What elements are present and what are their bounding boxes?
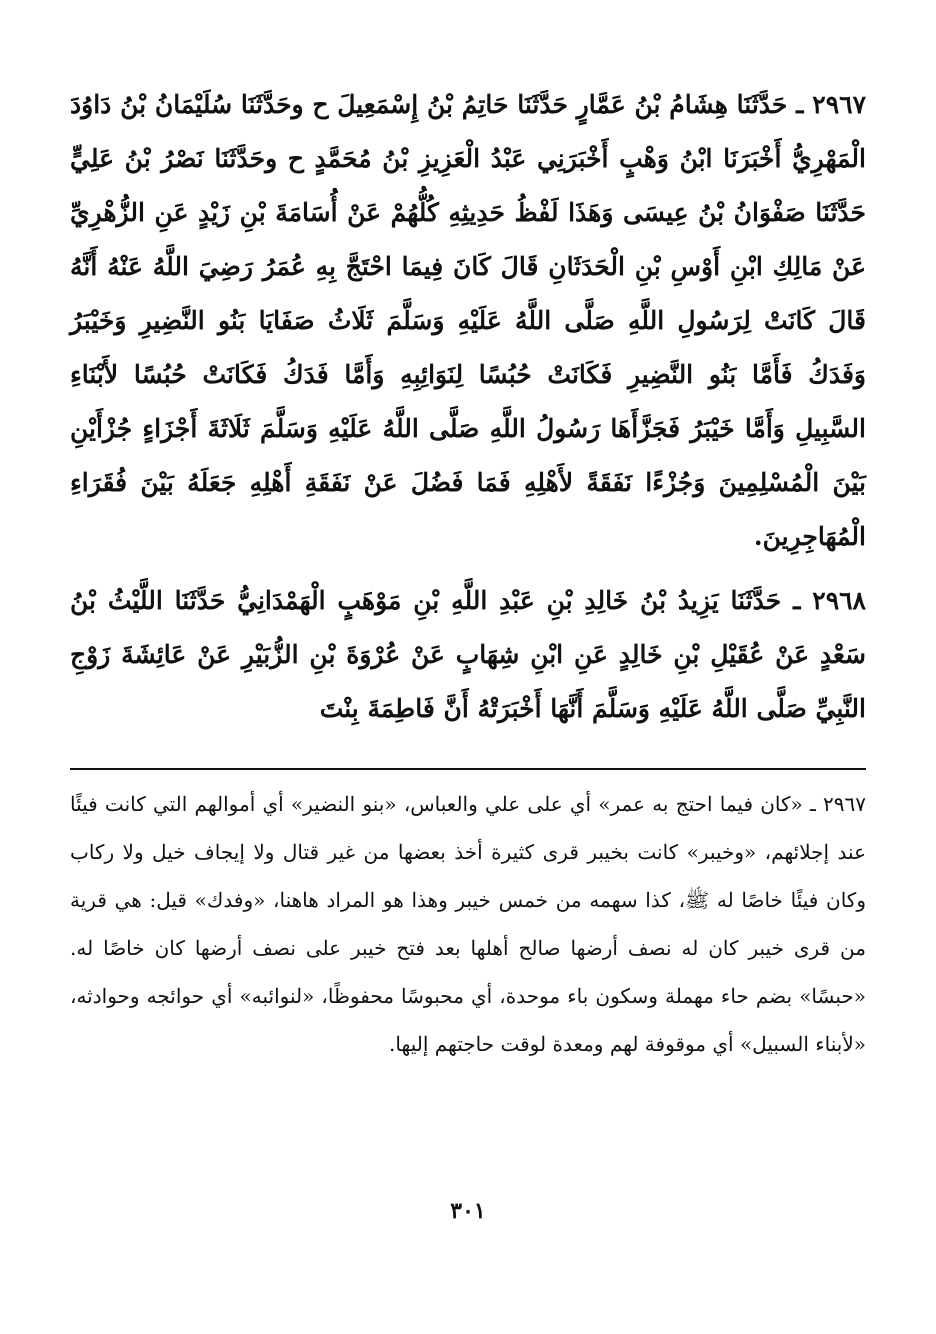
main-text-block (70, 78, 866, 746)
hadith-text: ـ حَدَّثَنَا هِشَامُ بْنُ عَمَّارٍ حَدَّثَنَا حَاتِمُ بْنُ إِسْمَعِيلَ ح وحَدَّثَنَا سُلَيْمَانُ بْنُ دَاوُدَ الْمَهْرِيُّ أَخْبَرَنَا ابْنُ وَهْبٍ أَخْبَرَنِي عَبْدُ الْعَزِيزِ بْنُ مُحَمَّدٍ ح وحَدَّثَنَا نَصْرُ بْنُ عَلِيٍّ حَدَّثَنَا صَفْوَانُ بْنُ عِيسَى وَهَذَا لَفْظُ حَدِيثِهِ كُلُّهُمْ عَنْ أُسَامَةَ بْنِ زَيْدٍ عَنِ الزُّهْرِيِّ عَنْ مَالِكِ ابْنِ أَوْسِ بْنِ الْحَدَثَانِ قَالَ كَانَ فِيمَا احْتَجَّ بِهِ عُمَرُ رَضِيَ اللَّهُ عَنْهُ أَنَّهُ قَالَ كَانَتْ لِرَسُولِ اللَّهِ صَلَّى اللَّهُ عَلَيْهِ وَسَلَّمَ ثَلَاثُ صَفَايَا بَنُو النَّضِيرِ وَخَيْبَرُ وَفَدَكُ فَأَمَّا بَنُو النَّضِيرِ فَكَانَتْ حُبُسًا لِنَوَائِبِهِ وَأَمَّا فَدَكُ فَكَانَتْ حُبُسًا لأَبْنَاءِ السَّبِيلِ وَأَمَّا خَيْبَرُ فَجَزَّأَهَا رَسُولُ اللَّهِ صَلَّى اللَّهُ عَلَيْهِ وَسَلَّمَ ثَلَاثَةَ أَجْزَاءٍ جُزْأَيْنِ بَيْنَ الْمُسْلِمِينَ وَجُزْءًا نَفَقَةً لأَهْلِهِ فَمَا فَضُلَ عَنْ نَفَقَةِ أَهْلِهِ جَعَلَهُ بَيْنَ فُقَرَاءِ الْمُهَاجِرِينَ. (70, 90, 866, 551)
footnotes-block (70, 780, 866, 1068)
hadith-text: ـ حَدَّثَنَا يَزِيدُ بْنُ خَالِدِ بْنِ عَبْدِ اللَّهِ بْنِ مَوْهَبٍ الْهَمْدَانِيُّ حَدَّثَنَا اللَّيْثُ بْنُ سَعْدٍ عَنْ عُقَيْلِ بْنِ خَالِدٍ عَنِ ابْنِ شِهَابٍ عَنْ عُرْوَةَ بْنِ الزُّبَيْرِ عَنْ عَائِشَةَ زَوْجِ النَّبِيِّ صَلَّى اللَّهُ عَلَيْهِ وَسَلَّمَ أَنَّهَا أَخْبَرَتْهُ أَنَّ فَاطِمَةَ بِنْتَ (70, 586, 866, 723)
hadith-number: ٢٩٦٨ (812, 586, 866, 615)
hadith-number: ٢٩٦٧ (812, 90, 866, 119)
hadith-paragraph-2967 (70, 78, 866, 564)
footnote-divider (70, 768, 866, 770)
hadith-paragraph-2968 (70, 574, 866, 736)
footnote-2967: ٢٩٦٧ ـ «كان فيما احتج به عمر» أي على علي والعباس، «بنو النضير» أي أموالهم التي كانت فيئًا عند إجلائهم، «وخيبر» كانت بخيبر قرى كثيرة أخذ بعضها من غير قتال ولا إيجاف خيل ولا ركاب وكان فيئًا خاصًا له ﷺ، كذا سهمه من خمس خيبر وهذا هو المراد هاهنا، «وفدك» قيل: هي قرية من قرى خيبر كان له نصف أرضها صالح أهلها بعد فتح خيبر على نصف أرضها كان خاصًا له. «حبسًا» بضم حاء مهملة وسكون باء موحدة، أي محبوسًا محفوظًا، «لنوائبه» أي حوائجه وحوادثه، «لأبناء السبيل» أي موقوفة لهم ومعدة لوقت حاجتهم إليها. (70, 792, 866, 1056)
page-number: ٣٠١ (450, 1198, 486, 1224)
